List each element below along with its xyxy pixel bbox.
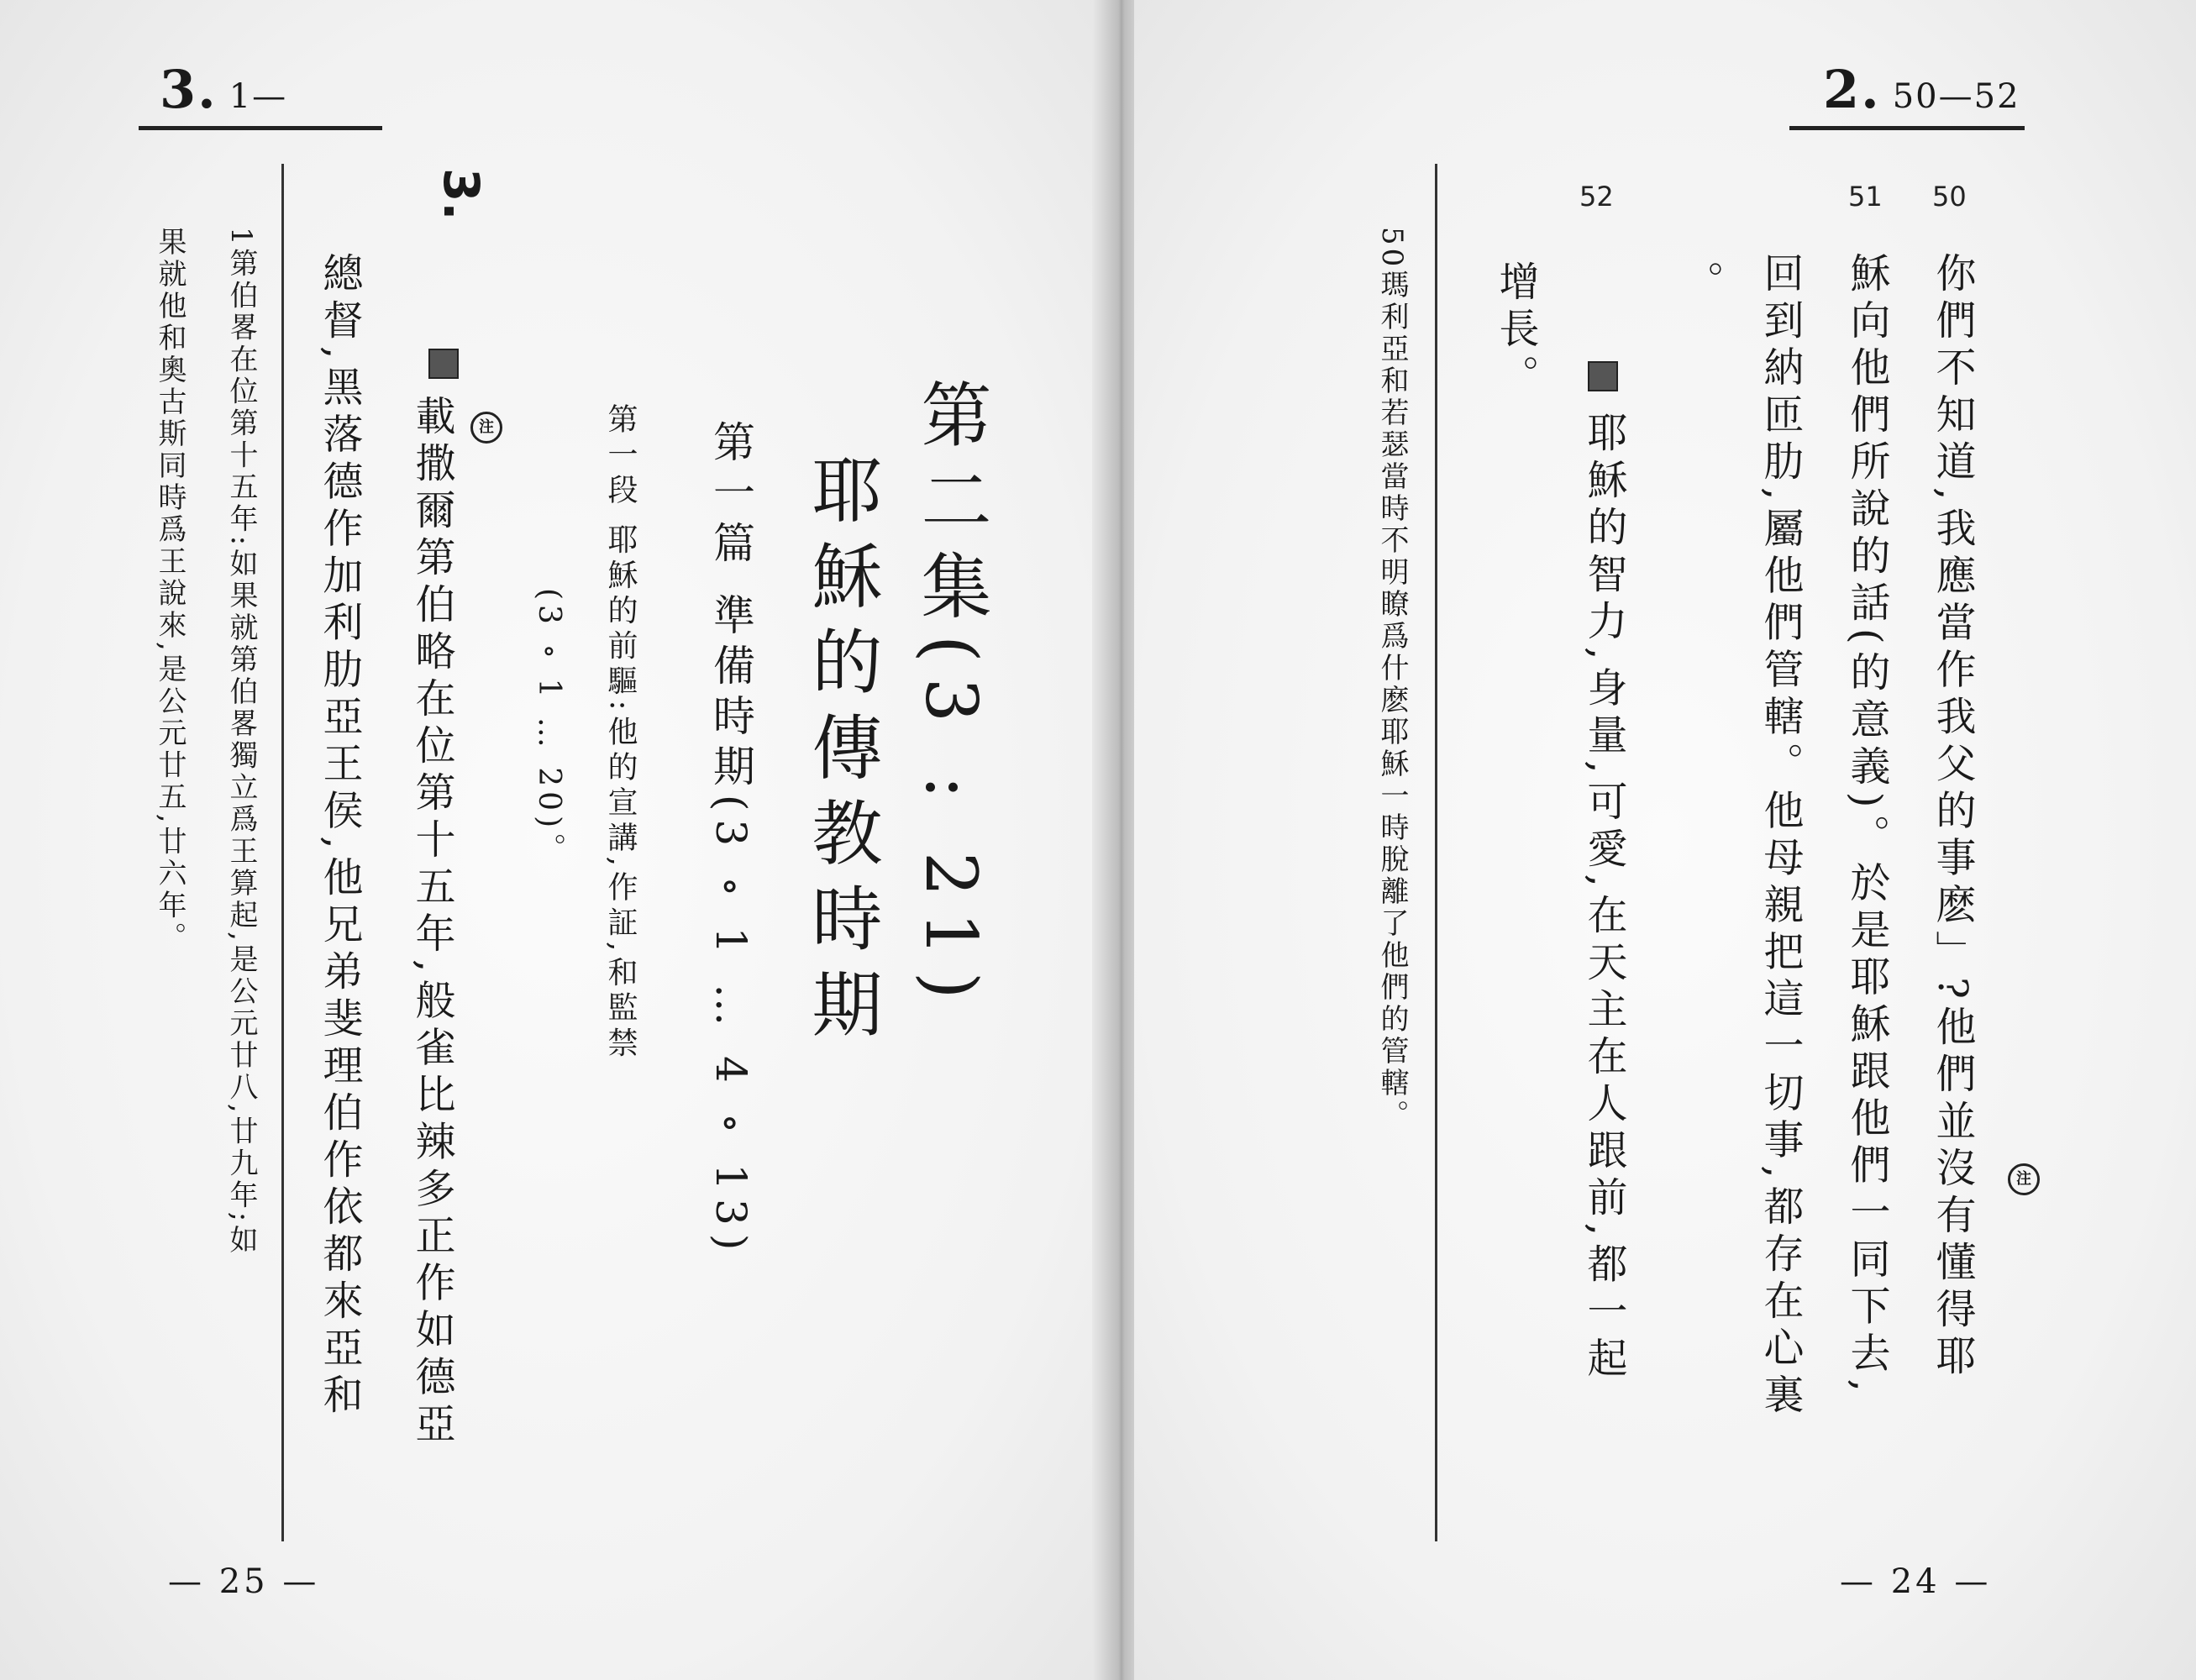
note-separator: [1435, 164, 1437, 1541]
part-title: 第一篇 準備時期(3 ∘ 1 … 4 ∘ 13): [707, 420, 755, 1259]
header-rule: [139, 126, 382, 130]
verse-text-col-2: 穌向他們所說的話(的意義)。於是耶穌跟他們一同下去,: [1843, 252, 1890, 1399]
volume-title: 第二集(3 : 21): [910, 378, 992, 1015]
verse-text-col-1: 你們不知道,我應當作我父的事麽」?他們並沒有懂得耶: [1929, 252, 1976, 1382]
verse-number-52: 52: [1579, 181, 1614, 213]
page-number-24: — 24 —: [1840, 1562, 1992, 1601]
verse-text-col-5: 耶穌的智力,身量,可愛,在天主在人跟前,都一起: [1580, 412, 1627, 1384]
running-header-left: [160, 59, 287, 120]
header-rule: [1789, 126, 2025, 130]
note-line: 50瑪利亞和若瑟當時不明瞭爲什麽耶穌一時脫離了他們的管轄。: [1375, 227, 1409, 1132]
segment-title: 第一段 耶穌的前驅:他的宣講,作証,和監禁: [603, 403, 638, 1063]
verse-marker-icon: [1588, 361, 1618, 391]
verse-text-line-1: 載撒爾第伯略在位第十五年,般雀比辣多正作如德亞: [408, 395, 455, 1450]
note-icon: 注: [2008, 1163, 2040, 1195]
note-line-1: 1第伯畧在位第十五年:如果就第伯畧獨立爲王算起,是公元廿八,廿九年;如: [224, 227, 258, 1257]
verse-text-line-2: 總督,黑落德作加利肋亞王侯,他兄弟斐理伯作依都來亞和: [316, 252, 363, 1420]
header-chapter: 3.: [160, 59, 218, 120]
segment-range: (3 ∘ 1 … 20)。: [532, 588, 566, 869]
verse-text-col-3: 回到納匝肋,屬他們管轄。他母親把這一切事,都存在心裏: [1757, 252, 1804, 1420]
page-number-25: — 25 —: [168, 1562, 320, 1601]
running-header-right: [1823, 59, 2020, 120]
verse-text-col-6: 增長。: [1492, 260, 1539, 402]
verse-marker-icon: [428, 349, 459, 379]
chapter-mark: 3.: [433, 168, 490, 221]
note-icon: 注: [470, 412, 502, 444]
verse-number-50: 50: [1932, 181, 1967, 213]
header-range: 1—: [229, 77, 288, 116]
header-range: 50—52: [1892, 77, 2020, 116]
note-line-2: 果就他和奧古斯同時爲王說來,是公元廿五,廿六年。: [153, 227, 187, 954]
book-title: 耶穌的傳教時期: [801, 454, 883, 1053]
note-separator: [281, 164, 284, 1541]
header-chapter: 2.: [1823, 59, 1881, 120]
verse-number-51: 51: [1848, 181, 1883, 213]
page-24: [1134, 0, 2196, 1680]
verse-text-col-4: 。: [1677, 260, 1724, 307]
